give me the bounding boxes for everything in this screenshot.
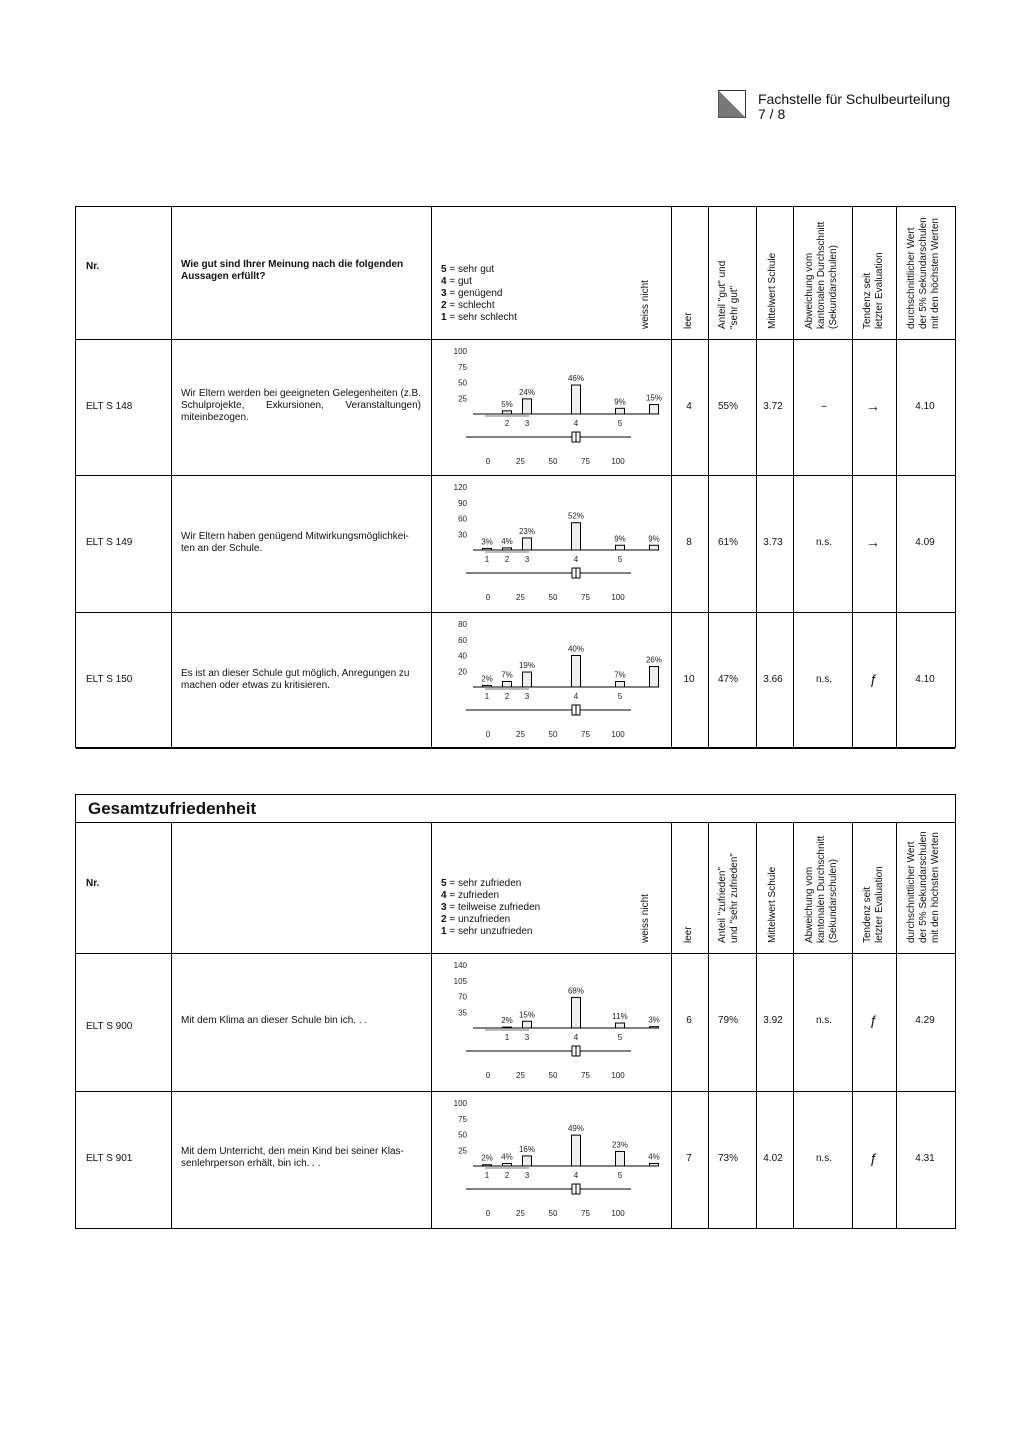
col-abweichung-header: Abweichung vom kantonalen Durchschnitt (Sekundarschulen)	[804, 835, 839, 943]
percent-tick-label: 25	[516, 593, 525, 602]
col-nr-header: Nr.	[86, 878, 100, 889]
tendenz-value: ƒ	[869, 671, 877, 687]
table-row	[76, 612, 955, 749]
col-leer-header: leer	[683, 926, 694, 943]
mittelwert-value: 3.72	[763, 401, 783, 412]
category-label: 2	[504, 1171, 510, 1180]
y-tick-label: 35	[458, 1008, 467, 1018]
data-label: 5%	[501, 399, 513, 409]
y-tick-label: 70	[458, 992, 467, 1002]
row-question: Wir Eltern haben genügend Mitwirkungsmöglichkei-ten an der Schule.	[181, 531, 409, 554]
y-tick-label: 25	[458, 394, 467, 404]
row-nr: ELT S 901	[86, 1153, 133, 1164]
y-tick-label: 20	[458, 667, 467, 677]
percent-tick-label: 100	[611, 1209, 625, 1218]
data-label: 7%	[501, 670, 513, 680]
category-label: 4	[573, 1033, 579, 1042]
bar	[503, 548, 512, 550]
data-label: 2%	[501, 1016, 513, 1026]
table-row	[76, 475, 955, 613]
top5-value: 4.09	[915, 537, 935, 548]
category-label: 1	[484, 1171, 490, 1180]
section-title: Gesamtzufriedenheit	[88, 799, 257, 818]
bar	[616, 681, 625, 687]
tendenz-value: ƒ	[869, 1150, 877, 1166]
percent-tick-label: 75	[581, 1209, 590, 1218]
bar	[572, 656, 581, 688]
percent-tick-label: 75	[581, 593, 590, 602]
bar	[523, 399, 532, 414]
bar	[572, 1135, 581, 1166]
data-label: 11%	[612, 1012, 628, 1022]
y-tick-label: 50	[458, 1130, 467, 1140]
percent-tick-label: 75	[581, 457, 590, 466]
data-label: 68%	[567, 986, 585, 996]
bar	[616, 545, 625, 550]
data-label: 23%	[611, 1140, 629, 1150]
y-tick-label: 30	[458, 530, 467, 540]
category-label: 5	[617, 692, 623, 701]
top5-value: 4.10	[915, 401, 935, 412]
data-label: 9%	[614, 397, 626, 407]
data-label: 4%	[501, 1152, 513, 1162]
abweichung-value: n.s.	[815, 537, 833, 548]
abweichung-value: n.s.	[815, 1015, 833, 1026]
legend-item: 3 = genügend	[441, 288, 503, 299]
percent-tick-label: 0	[485, 457, 491, 466]
top5-value: 4.31	[915, 1153, 935, 1164]
percent-tick-label: 100	[611, 457, 625, 466]
legend-item: 4 = gut	[441, 276, 472, 287]
legend-item: 5 = sehr zufrieden	[441, 878, 522, 889]
top5-value: 4.29	[915, 1015, 935, 1026]
percent-tick-label: 100	[611, 1071, 625, 1080]
bar	[483, 685, 492, 687]
col-anteil-header: Anteil "zufrieden" und "sehr zufrieden"	[717, 853, 740, 943]
y-tick-label: 140	[453, 961, 467, 970]
tendenz-value: →	[866, 398, 880, 414]
response-chart	[431, 1091, 671, 1229]
row-nr: ELT S 900	[86, 1021, 133, 1032]
y-tick-label: 75	[458, 362, 467, 372]
percent-tick-label: 75	[581, 730, 590, 739]
col-nr-header: Nr.	[86, 261, 100, 272]
bar	[523, 672, 532, 687]
data-label: 2%	[481, 1153, 493, 1163]
row-question: Mit dem Unterricht, den mein Kind bei seiner Klas-senlehrperson erhält, bin ich. . .	[181, 1146, 404, 1169]
data-label: 3%	[481, 537, 493, 547]
data-label: 15%	[645, 393, 663, 403]
category-label: 5	[617, 555, 623, 564]
data-label: 46%	[567, 374, 585, 384]
bar	[523, 538, 532, 550]
percent-tick-label: 0	[485, 730, 491, 739]
y-tick-label: 40	[458, 651, 467, 661]
mittelwert-value: 3.66	[763, 674, 783, 685]
col-leer-header: leer	[683, 312, 694, 329]
category-label: 4	[573, 1171, 579, 1180]
bar	[616, 1023, 625, 1028]
tendenz-value: →	[866, 534, 880, 550]
category-label: 4	[573, 555, 579, 564]
col-top5-header: durchschnittlicher Wert der 5% Sekundarschulen mit den höchsten Werten	[906, 217, 941, 329]
category-label: 5	[617, 1171, 623, 1180]
y-tick-label: 100	[453, 347, 467, 356]
data-label: 16%	[518, 1144, 536, 1154]
category-label: 5	[617, 1033, 623, 1042]
anteil-value: 73%	[717, 1153, 738, 1164]
category-label: 3	[524, 419, 530, 428]
col-weiss-nicht-header: weiss nicht	[640, 894, 651, 943]
percent-tick-label: 0	[485, 593, 491, 602]
bar	[503, 1163, 512, 1166]
bar	[572, 523, 581, 550]
table-header-row	[76, 207, 955, 340]
percent-tick-label: 0	[485, 1209, 491, 1218]
abweichung-value: n.s.	[815, 1153, 833, 1164]
col-top5-header: durchschnittlicher Wert der 5% Sekundarschulen mit den höchsten Werten	[906, 831, 941, 943]
category-label: 3	[524, 1171, 530, 1180]
category-label: 4	[573, 692, 579, 701]
y-tick-label: 50	[458, 378, 467, 388]
tendenz-value: ƒ	[869, 1012, 877, 1028]
data-label: 49%	[567, 1124, 585, 1134]
y-tick-label: 80	[458, 620, 467, 629]
data-label: 19%	[518, 661, 536, 671]
category-label: 1	[484, 692, 490, 701]
data-label: 4%	[501, 536, 513, 546]
percent-tick-label: 25	[516, 1071, 525, 1080]
category-label: 5	[617, 419, 623, 428]
questions-table	[75, 206, 956, 748]
range-band	[485, 688, 529, 690]
section-title-row	[76, 795, 955, 823]
legend-item: 4 = zufrieden	[441, 890, 500, 901]
bar	[650, 1163, 659, 1166]
abweichung-value: n.s.	[815, 674, 833, 685]
page-number: 7 / 8	[758, 106, 786, 122]
range-band	[485, 1029, 529, 1031]
bar	[503, 1027, 512, 1028]
leer-value: 8	[686, 537, 692, 548]
data-label: 24%	[518, 387, 536, 397]
percent-tick-label: 50	[548, 730, 558, 739]
category-label: 3	[524, 1033, 530, 1042]
data-label: 3%	[648, 1015, 660, 1025]
percent-tick-label: 75	[581, 1071, 590, 1080]
abweichung-value: –	[821, 401, 827, 412]
col-question-header: Wie gut sind Ihrer Meinung nach die folgenden Aussagen erfüllt?	[181, 259, 404, 282]
leer-value: 7	[686, 1153, 692, 1164]
legend-item: 5 = sehr gut	[441, 264, 495, 275]
y-tick-label: 60	[458, 514, 467, 524]
percent-tick-label: 100	[611, 593, 625, 602]
data-label: 9%	[648, 534, 660, 544]
table-header-row	[76, 822, 955, 954]
leer-value: 6	[686, 1015, 692, 1026]
table-row	[76, 1091, 955, 1229]
org-name: Fachstelle für Schulbeurteilung	[758, 91, 951, 107]
mittelwert-value: 3.92	[763, 1015, 783, 1026]
row-question: Wir Eltern werden bei geeigneten Gelegenheiten (z.B. Schulprojekte, Exkursionen, Veranstaltungen) miteinbezogen.	[181, 388, 421, 423]
mittelwert-value: 4.02	[763, 1153, 783, 1164]
range-band	[485, 551, 529, 553]
percent-tick-label: 25	[516, 730, 525, 739]
row-question: Es ist an dieser Schule gut möglich, Anregungen zu machen oder etwas zu kritisieren.	[181, 668, 410, 691]
percent-tick-label: 25	[516, 1209, 525, 1218]
top5-value: 4.10	[915, 674, 935, 685]
row-nr: ELT S 149	[86, 537, 133, 548]
col-anteil-header: Anteil "gut" und "sehr gut"	[717, 260, 740, 329]
scale-legend	[441, 878, 540, 938]
data-label: 40%	[567, 644, 585, 654]
legend-item: 1 = sehr schlecht	[441, 312, 517, 323]
category-label: 2	[504, 419, 510, 428]
col-tendenz-header: Tendenz seit letzter Evaluation	[862, 252, 885, 329]
bar	[523, 1156, 532, 1166]
bar	[503, 411, 512, 414]
bar	[572, 385, 581, 414]
mittelwert-value: 3.73	[763, 537, 783, 548]
anteil-value: 61%	[717, 537, 738, 548]
y-tick-label: 25	[458, 1146, 467, 1156]
row-nr: ELT S 150	[86, 674, 133, 685]
bar	[650, 405, 659, 414]
data-label: 23%	[518, 526, 536, 536]
y-tick-label: 75	[458, 1114, 467, 1124]
category-label: 2	[504, 692, 510, 701]
anteil-value: 55%	[717, 401, 738, 412]
row-question: Mit dem Klima an dieser Schule bin ich. . .	[181, 1015, 368, 1026]
y-tick-label: 120	[453, 483, 467, 492]
percent-tick-label: 50	[548, 1071, 558, 1080]
satisfaction-table	[75, 794, 956, 1229]
y-tick-label: 90	[458, 498, 467, 508]
category-label: 3	[524, 692, 530, 701]
category-label: 1	[484, 555, 490, 564]
response-chart	[431, 475, 671, 612]
row-nr: ELT S 148	[86, 401, 133, 412]
data-label: 2%	[481, 674, 493, 684]
data-label: 52%	[567, 511, 585, 521]
category-label: 4	[573, 419, 579, 428]
table-row	[76, 953, 955, 1092]
leer-value: 10	[683, 674, 695, 685]
response-chart	[431, 339, 671, 475]
legend-item: 3 = teilweise zufrieden	[441, 902, 541, 913]
bar	[616, 408, 625, 414]
col-tendenz-header: Tendenz seit letzter Evaluation	[862, 866, 885, 943]
canton-logo-icon	[718, 90, 746, 118]
anteil-value: 47%	[717, 674, 738, 685]
data-label: 4%	[648, 1152, 660, 1162]
percent-tick-label: 0	[485, 1071, 491, 1080]
legend-item: 2 = unzufrieden	[441, 914, 511, 925]
bar	[616, 1152, 625, 1166]
bar	[650, 545, 659, 550]
range-band	[485, 415, 529, 417]
percent-tick-label: 50	[548, 593, 558, 602]
category-label: 2	[504, 555, 510, 564]
table-row	[76, 339, 955, 476]
percent-tick-label: 100	[611, 730, 625, 739]
bar	[503, 681, 512, 687]
col-mittelwert-header: Mittelwert Schule	[767, 866, 778, 943]
legend-item: 1 = sehr unzufrieden	[441, 926, 533, 937]
data-label: 9%	[614, 534, 626, 544]
bar	[650, 667, 659, 687]
col-abweichung-header: Abweichung vom kantonalen Durchschnitt (Sekundarschulen)	[804, 221, 839, 329]
data-label: 7%	[614, 670, 626, 680]
y-tick-label: 60	[458, 635, 467, 645]
percent-tick-label: 50	[548, 457, 558, 466]
bar	[483, 548, 492, 550]
col-mittelwert-header: Mittelwert Schule	[767, 252, 778, 329]
range-band	[485, 1167, 529, 1169]
category-label: 3	[524, 555, 530, 564]
scale-legend	[441, 264, 517, 324]
response-chart	[431, 612, 671, 748]
col-weiss-nicht-header: weiss nicht	[640, 280, 651, 329]
y-tick-label: 105	[453, 976, 467, 986]
percent-tick-label: 25	[516, 457, 525, 466]
bar	[483, 1165, 492, 1166]
category-label: 1	[504, 1033, 510, 1042]
data-label: 15%	[518, 1010, 536, 1020]
response-chart	[431, 953, 671, 1091]
percent-tick-label: 50	[548, 1209, 558, 1218]
bar	[572, 997, 581, 1028]
data-label: 26%	[645, 655, 663, 665]
legend-item: 2 = schlecht	[441, 300, 495, 311]
anteil-value: 79%	[717, 1015, 738, 1026]
bar	[650, 1027, 659, 1028]
y-tick-label: 100	[453, 1099, 467, 1108]
bar	[523, 1021, 532, 1028]
leer-value: 4	[686, 401, 692, 412]
